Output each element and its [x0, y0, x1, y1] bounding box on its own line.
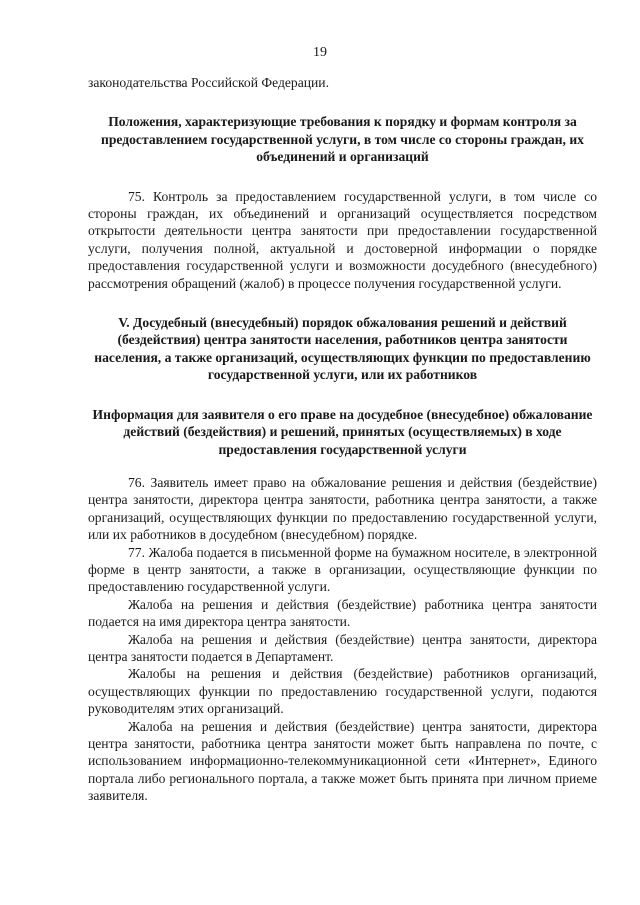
- document-body: [88, 74, 597, 805]
- continuation-text: законодательства Российской Федерации.: [88, 75, 329, 90]
- paragraph-77-submission-methods: Жалоба на решения и действия (бездействие) центра занятости, директора центра занятости, работника центра занятости может быть направлена по почте, с использованием информационно-телекоммуникационной сети «Интернет», Единого портала либо регионального портала, а также может быть принята при личном приеме заявителя.: [88, 718, 597, 804]
- page-number: 19: [313, 45, 327, 60]
- section-v-heading: V. Досудебный (внесудебный) порядок обжалования решений и действий (бездействия) центра занятости населения, работников центра занятости населения, а также организаций, осуществляющих функции по предоставлению государственной услуги, или их работников: [94, 315, 591, 383]
- paragraph-77-organization-complaint: Жалобы на решения и действия (бездействие) работников организаций, осуществляющих функции по предоставлению государственной услуги, подаются руководителям этих организаций.: [88, 666, 597, 717]
- heading-control-requirements: Положения, характеризующие требования к порядку и формам контроля за предоставлением государственной услуги, в том числе со стороны граждан, их объединений и организаций: [101, 114, 584, 165]
- paragraph-76: 76. Заявитель имеет право на обжалование решения и действия (бездействие) центра занятости, директора центра занятости, работника центра занятости, а также организаций, осуществляющих функции по предоставлению государственной услуги, или их работников в досудебном (внесудебном) порядке.: [88, 474, 597, 543]
- subheading-applicant-info: Информация для заявителя о его праве на досудебное (внесудебное) обжалование действий (бездействия) и решений, принятых (осуществляемых) в ходе предоставления государственной услуги: [92, 406, 593, 457]
- paragraph-75: 75. Контроль за предоставлением государственной услуги, в том числе со стороны граждан, их объединений и организаций осуществляется посредством открытости деятельности центра занятости при предоставлении государственной услуги, получения полной, актуальной и достоверной информации о порядке предоставления государственной услуги и возможности досудебного (внесудебного) рассмотрения обращений (жалоб) в процессе получения государственной услуги.: [88, 188, 597, 291]
- paragraph-77: 77. Жалоба подается в письменной форме на бумажном носителе, в электронной форме в центр занятости, а также в организации, осуществляющие функции по предоставлению государственной услуги.: [88, 544, 597, 595]
- paragraph-77-employee-complaint: Жалоба на решения и действия (бездействие) работника центра занятости подается на имя директора центра занятости.: [88, 596, 597, 630]
- paragraph-77-director-complaint: Жалоба на решения и действия (бездействие) центра занятости, директора центра занятости подается в Департамент.: [88, 631, 597, 664]
